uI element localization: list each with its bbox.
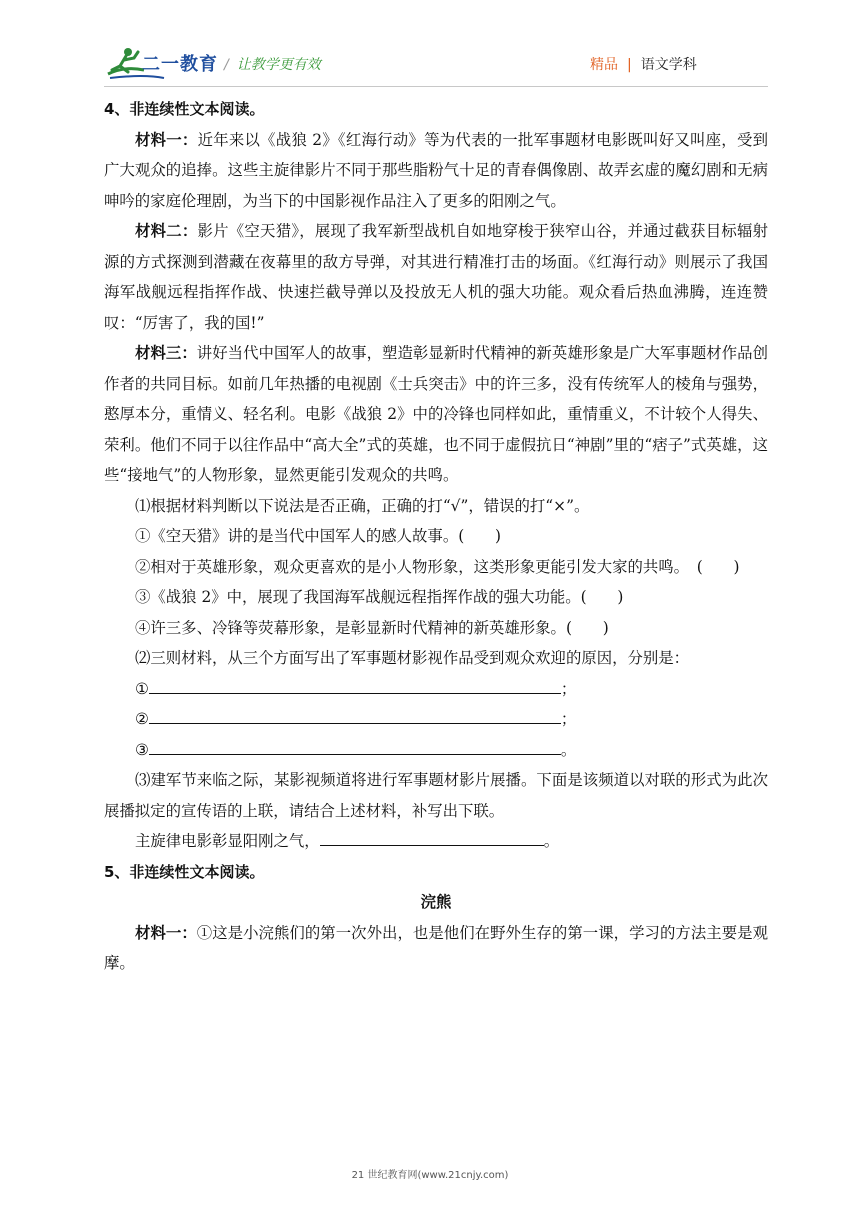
tag-subject: 语文学科 xyxy=(640,57,697,73)
q4-m2-label: 材料二： xyxy=(135,222,198,240)
q4-sub1: ⑴根据材料判断以下说法是否正确，正确的打“√”，错误的打“×”。 xyxy=(135,496,590,515)
q4-blank-1 xyxy=(104,674,768,705)
answer-line-2[interactable] xyxy=(149,705,561,724)
q4-blank-3 xyxy=(104,735,768,766)
q4-couplet xyxy=(104,826,768,857)
q4-sub1-item-3: ③《战狼 2》中，展现了我国海军战舰远程指挥作战的强大功能。( ) xyxy=(135,588,624,606)
blank-1-end: ； xyxy=(560,679,577,698)
q5-title: 5、非连续性文本阅读。 xyxy=(104,862,265,881)
q5-m1-label: 材料一： xyxy=(135,923,197,942)
page-footer: 21 世纪教育网(www.21cnjy.com) xyxy=(351,1170,509,1181)
couplet-text: 主旋律电影彰显阳刚之气， xyxy=(135,832,320,850)
q4-material-2 xyxy=(104,216,768,338)
q4-sub2: ⑵三则材料，从三个方面写出了军事题材影视作品受到观众欢迎的原因，分别是： xyxy=(135,649,690,667)
q5-material-1 xyxy=(104,918,768,979)
blank-3-mark: ③ xyxy=(135,740,149,759)
q4-material-3 xyxy=(104,338,768,491)
answer-line-3[interactable] xyxy=(149,736,561,755)
header-tags: 精品 | 语文学科 xyxy=(590,57,697,73)
tag-quality: 精品 xyxy=(590,57,618,73)
q4-sub1-item-4: ④许三多、冷锋等荧幕形象，是彰显新时代精神的新英雄形象。( ) xyxy=(135,618,609,637)
blank-2-mark: ② xyxy=(135,710,149,728)
slogan: / 让教学更有效 xyxy=(224,57,321,73)
blank-3-end: 。 xyxy=(560,740,577,759)
page-header xyxy=(0,0,860,92)
couplet-answer-line[interactable] xyxy=(320,827,544,846)
q4-title: 4、非连续性文本阅读。 xyxy=(104,100,265,118)
q4-m2-text: 影片《空天猎》，展现了我军新型战机自如地穿梭于狭窄山谷，并通过截获目标辐射源的方式探测到潜藏在夜幕里的敌方导弹，对其进行精准打击的场面。《红海行动》则展示了我国海军战舰远程指挥作战、快速拦截导弹以及投放无人机的强大功能。观众看后热血沸腾，连连赞叹：“厉害了，我的国!” xyxy=(104,222,768,332)
q4-m3-text: 讲好当代中国军人的故事，塑造彰显新时代精神的新英雄形象是广大军事题材作品创作者的共同目标。如前几年热播的电视剧《士兵突击》中的许三多，没有传统军人的棱角与强势，憨厚本分，重情义、轻名利。电影《战狼 2》中的冷锋也同样如此，重情重义，不计较个人得失、荣利。他们不同于以往作品中“高大全”式的英雄，也不同于虚假抗日“神剧”里的“痞子”式英雄，这些“接地气”的人物形象，显然更能引发观众的共鸣。 xyxy=(104,344,768,484)
q4-sub3: ⑶建军节来临之际，某影视频道将进行军事题材影片展播。下面是该频道以对联的形式为此次展播拟定的宣传语的上联，请结合上述材料，补写出下联。 xyxy=(104,771,768,820)
q4-m1-text: 近年来以《战狼 2》《红海行动》等为代表的一批军事题材电影既叫好又叫座，受到广大观众的追捧。这些主旋律影片不同于那些脂粉气十足的青春偶像剧、故弄玄虚的魔幻剧和无病呻吟的家庭伦理剧，为当下的中国影视作品注入了更多的阳刚之气。 xyxy=(104,130,768,210)
answer-line-1[interactable] xyxy=(149,675,561,694)
blank-2-end: ； xyxy=(560,710,577,728)
q4-m3-label: 材料三： xyxy=(135,344,197,362)
q5-heading: 浣熊 xyxy=(420,893,452,911)
logo-text: 二一教育 xyxy=(142,54,218,75)
blank-1-mark: ① xyxy=(135,679,149,698)
header-divider xyxy=(104,86,768,87)
q5-m1-text: ①这是小浣熊们的第一次外出，也是他们在野外生存的第一课，学习的方法主要是观摩。 xyxy=(104,923,768,972)
q4-sub1-item-1: ①《空天猎》讲的是当代中国军人的感人故事。( ) xyxy=(135,527,501,545)
q4-blank-2 xyxy=(104,704,768,735)
q4-sub1-item-2: ②相对于英雄形象，观众更喜欢的是小人物形象，这类形象更能引发大家的共鸣。 ( ) xyxy=(135,557,740,576)
document-body xyxy=(104,94,768,979)
slogan-text: 让教学更有效 xyxy=(236,57,321,73)
q4-material-1 xyxy=(104,125,768,217)
couplet-end: 。 xyxy=(543,832,560,850)
q4-m1-label: 材料一： xyxy=(135,130,198,149)
